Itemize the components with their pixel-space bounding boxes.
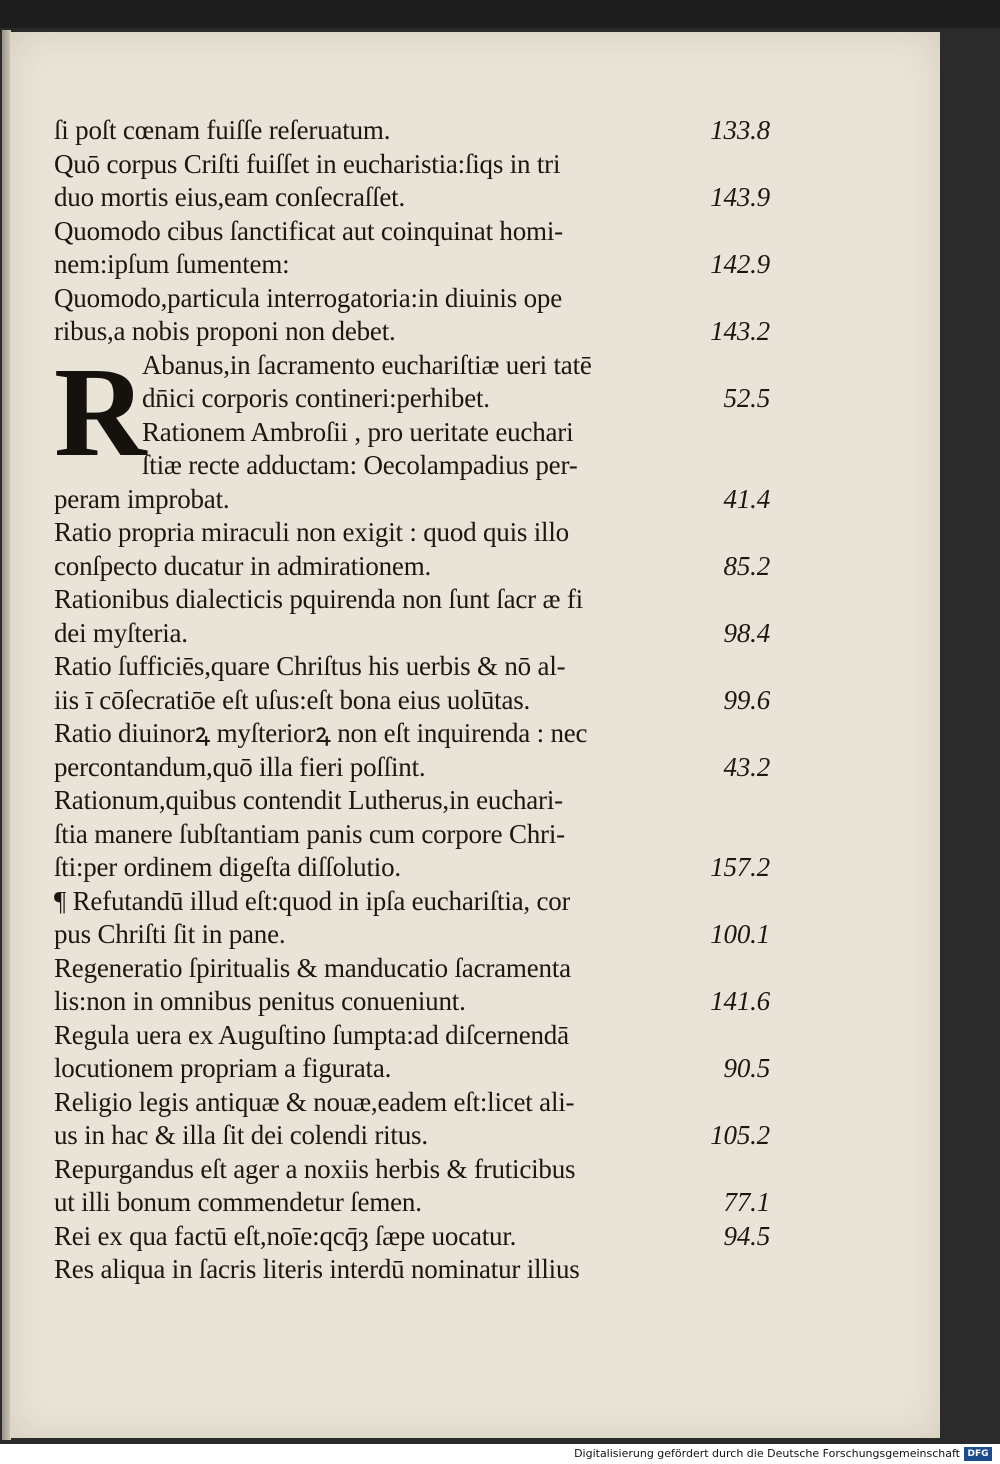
index-line xyxy=(54,315,770,349)
index-line-text: ſtiæ recte adductam: Oecolampadius per- xyxy=(142,450,578,480)
index-line-ref: 52.5 xyxy=(723,383,770,413)
index-line xyxy=(54,1253,770,1287)
index-line xyxy=(54,282,770,316)
scan-right-margin xyxy=(940,32,1000,1438)
index-line xyxy=(54,416,770,450)
index-line xyxy=(54,985,770,1019)
index-line xyxy=(54,1220,770,1254)
index-line-text: Rei ex qua factū eſt,noīe:qcq̄ȝ ſæpe uocatur. xyxy=(54,1220,517,1251)
index-line-text: Quomodo cibus ſanctificat aut coinquinat homi- xyxy=(54,215,563,246)
index-line-ref: 133.8 xyxy=(710,115,770,145)
scanner-top-band xyxy=(0,0,1000,28)
index-line-text: Regeneratio ſpiritualis & manducatio ſacramenta xyxy=(54,952,571,983)
index-line-ref: 100.1 xyxy=(710,919,770,949)
index-line-ref: 77.1 xyxy=(723,1187,770,1217)
footer xyxy=(0,1444,1000,1464)
index-text-block xyxy=(54,114,770,1287)
index-line xyxy=(54,784,770,818)
index-line-text: ribus,a nobis proponi non debet. xyxy=(54,316,396,346)
index-line xyxy=(54,818,770,852)
index-line-text: Abanus,in ſacramento euchariſtiæ ueri tatē xyxy=(142,349,592,380)
index-line-text: duo mortis eius,eam conſecraſſet. xyxy=(54,182,406,212)
index-line-ref: 142.9 xyxy=(710,249,770,279)
index-line-text: ſti:per ordinem digeſta diſſolutio. xyxy=(54,852,401,882)
index-line-ref: 143.9 xyxy=(710,182,770,212)
index-line xyxy=(54,382,770,416)
footer-credit: Digitalisierung gefördert durch die Deutsche Forschungsgemeinschaft xyxy=(574,1447,960,1460)
index-line-ref: 94.5 xyxy=(723,1220,770,1251)
index-line-text: dei myſteria. xyxy=(54,617,188,648)
index-line-text: Repurgandus eſt ager a noxiis herbis & fruticibus xyxy=(54,1153,576,1184)
index-line xyxy=(54,751,770,785)
index-line-text: dn̄ici corporis contineri:perhibet. xyxy=(142,383,490,413)
index-line-text: Regula uera ex Auguſtino ſumpta:ad diſcernendā xyxy=(54,1019,569,1050)
index-line-ref: 157.2 xyxy=(710,852,770,882)
index-line xyxy=(54,583,770,617)
index-line xyxy=(54,449,770,483)
index-line xyxy=(54,215,770,249)
index-line xyxy=(54,114,770,148)
index-line-text: us in hac & illa ſit dei colendi ritus. xyxy=(54,1120,428,1150)
index-line xyxy=(54,483,770,517)
index-line-text: ſi poſt cœnam fuiſſe reſeruatum. xyxy=(54,115,391,145)
index-line-text: Religio legis antiquæ & nouæ,eadem eſt:licet ali- xyxy=(54,1086,575,1117)
index-line-text: Res aliqua in ſacris literis interdū nominatur illius xyxy=(54,1254,580,1284)
index-line xyxy=(54,248,770,282)
dfg-logo-icon: DFG xyxy=(964,1447,992,1461)
index-line-text: locutionem propriam a figurata. xyxy=(54,1053,392,1083)
index-line xyxy=(54,717,770,751)
index-line-text: Rationibus dialecticis pquirenda non ſunt ſacr æ fi xyxy=(54,584,583,614)
index-line-text: percontandum,quō illa fieri poſſint. xyxy=(54,751,426,782)
index-line-ref: 43.2 xyxy=(723,751,770,782)
index-line-text: ut illi bonum commendetur ſemen. xyxy=(54,1187,422,1217)
index-line xyxy=(54,1153,770,1187)
index-line-ref: 90.5 xyxy=(723,1053,770,1083)
index-line-ref: 105.2 xyxy=(710,1120,770,1150)
index-line-text: Quomodo,particula interrogatoria:in diuinis ope xyxy=(54,282,562,313)
index-line-ref: 98.4 xyxy=(723,617,770,648)
index-line xyxy=(54,1119,770,1153)
index-line-text: Ratio diuinorꝝ myſteriorꝝ non eſt inquirenda : nec xyxy=(54,718,588,748)
index-line xyxy=(54,516,770,550)
index-line-ref: 99.6 xyxy=(723,684,770,715)
drop-cap: R xyxy=(54,341,147,483)
index-line-ref: 141.6 xyxy=(710,986,770,1016)
index-line-text: ſtia manere ſubſtantiam panis cum corpore Chri- xyxy=(54,818,565,849)
index-line xyxy=(54,349,770,383)
index-line xyxy=(54,650,770,684)
index-line-text: iis ī cōſecratiōe eſt uſus:eſt bona eius uolūtas. xyxy=(54,684,531,715)
index-line xyxy=(54,918,770,952)
index-line xyxy=(54,550,770,584)
index-line xyxy=(54,684,770,718)
index-line-text: Rationum,quibus contendit Lutherus,in euchari- xyxy=(54,785,563,815)
index-line xyxy=(54,885,770,919)
index-line xyxy=(54,952,770,986)
index-line-ref: 143.2 xyxy=(710,316,770,346)
index-line-text: peram improbat. xyxy=(54,483,230,514)
index-line-text: Quō corpus Criſti fuiſſet in eucharistia:ſiqs in tri xyxy=(54,148,561,179)
index-line-ref: 85.2 xyxy=(723,550,770,581)
index-line xyxy=(54,1019,770,1053)
index-line xyxy=(54,1052,770,1086)
index-line-text: Ratio ſufficiēs,quare Chriſtus his uerbis & nō al- xyxy=(54,651,566,681)
index-line-text: conſpecto ducatur in admirationem. xyxy=(54,550,432,581)
index-line-text: nem:ipſum ſumentem: xyxy=(54,249,290,279)
index-line-text: pus Chriſti ſit in pane. xyxy=(54,919,286,949)
index-line-text: lis:non in omnibus penitus conueniunt. xyxy=(54,986,466,1016)
index-line-text: Ratio propria miraculi non exigit : quod quis illo xyxy=(54,517,569,547)
index-line-text: ¶ Refutandū illud eſt:quod in ipſa euchariſtia, cor xyxy=(54,885,571,916)
index-line xyxy=(54,148,770,182)
index-line xyxy=(54,1186,770,1220)
index-line-text: Rationem Ambroſii , pro ueritate euchari xyxy=(142,416,574,447)
index-line xyxy=(54,617,770,651)
index-line xyxy=(54,1086,770,1120)
index-line xyxy=(54,851,770,885)
index-line-ref: 41.4 xyxy=(723,483,770,514)
index-line xyxy=(54,181,770,215)
